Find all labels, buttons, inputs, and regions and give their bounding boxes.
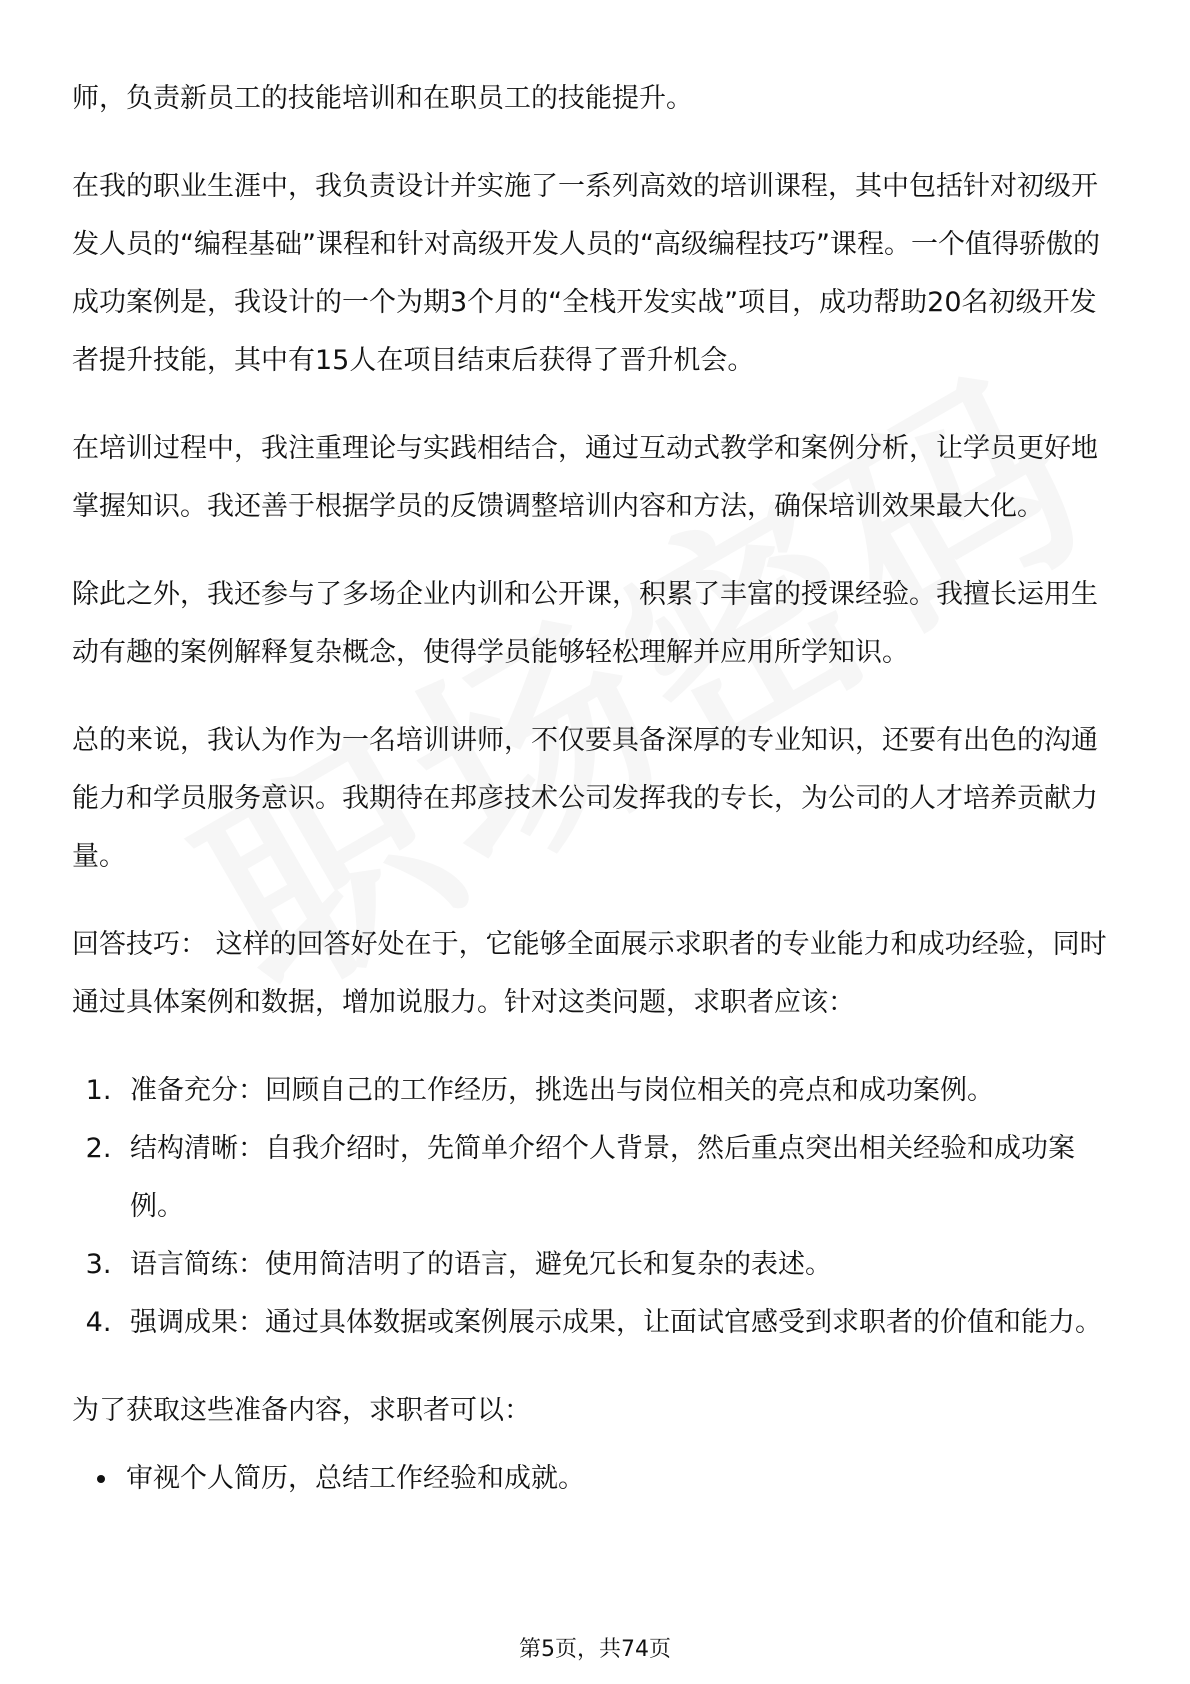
tips-list-item: 3. 语言简练：使用简洁明了的语言，避免冗长和复杂的表述。 (120, 1236, 1120, 1294)
answer-tips-paragraph: 回答技巧： 这样的回答好处在于，它能够全面展示求职者的专业能力和成功经验，同时通过具体案例和数据，增加说服力。针对这类问题，求职者应该： (72, 929, 1107, 1018)
tips-list-item: 2. 结构清晰：自我介绍时，先简单介绍个人背景，然后重点突出相关经验和成功案例。 (120, 1120, 1120, 1236)
tips-list-item: 4. 强调成果：通过具体数据或案例展示成果，让面试官感受到求职者的价值和能力。 (120, 1294, 1120, 1352)
document-body (72, 70, 1120, 1508)
prep-bullet-list (72, 1450, 1120, 1508)
bullet-item: • 审视个人简历，总结工作经验和成就。 (120, 1450, 1120, 1508)
tips-list (72, 1062, 1120, 1352)
tips-list-item: 1. 准备充分：回顾自己的工作经历，挑选出与岗位相关的亮点和成功案例。 (120, 1062, 1120, 1120)
prep-intro: 为了获取这些准备内容，求职者可以： (72, 1395, 531, 1426)
page-number: 第5页，共74页 (519, 1637, 671, 1662)
paragraph-5: 总的来说，我认为作为一名培训讲师，不仅要具备深厚的专业知识，还要有出色的沟通能力和学员服务意识。我期待在邦彦技术公司发挥我的专长，为公司的人才培养贡献力量。 (72, 725, 1098, 872)
paragraph-4: 除此之外，我还参与了多场企业内训和公开课，积累了丰富的授课经验。我擅长运用生动有趣的案例解释复杂概念，使得学员能够轻松理解并应用所学知识。 (72, 579, 1098, 668)
paragraph-2: 在我的职业生涯中，我负责设计并实施了一系列高效的培训课程，其中包括针对初级开发人员的“编程基础”课程和针对高级开发人员的“高级编程技巧”课程。一个值得骄傲的成功案例是，我设计的一个为期3个月的“全栈开发实战”项目，成功帮助20名初级开发者提升技能，其中有15人在项目结束后获得了晋升机会。 (72, 171, 1100, 376)
paragraph-1: 师，负责新员工的技能培训和在职员工的技能提升。 (72, 83, 693, 114)
paragraph-3: 在培训过程中，我注重理论与实践相结合，通过互动式教学和案例分析，让学员更好地掌握知识。我还善于根据学员的反馈调整培训内容和方法，确保培训效果最大化。 (72, 433, 1098, 522)
